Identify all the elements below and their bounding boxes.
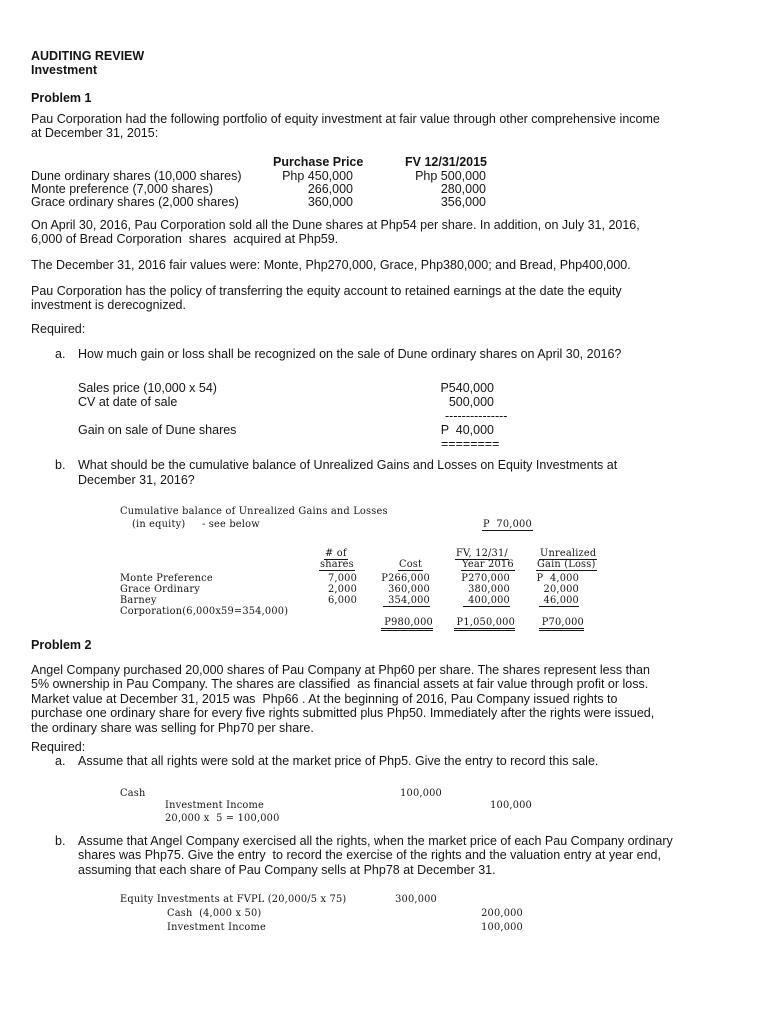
double-underlined-amount: P980,000 [381,617,433,631]
question-b-text: Assume that Angel Company exercised all the rights, when the market price of each Pau Company ordinary [78,834,673,848]
journal-credit-account: Investment Income [167,922,266,933]
portfolio-row-label: Grace ordinary shares (2,000 shares) [31,195,239,209]
col-header-shares [319,559,355,570]
portfolio-row-label: Dune ordinary shares (10,000 shares) [31,169,242,183]
question-b-text: shares was Php75. Give the entry to record the exercise of the rights and the valuation entry at year end, [78,848,661,862]
portfolio-row-fv: 356,000 [440,195,486,209]
paragraph-line: investment is derecognized. [31,298,186,312]
double-underlined-amount: P70,000 [539,617,584,631]
totals-spacer [120,617,317,628]
ledger-row [78,381,494,396]
journal-debit-amount: 100,000 [400,788,442,799]
totals-gain [515,617,584,628]
row-fv [430,595,510,606]
col-header-shares [324,548,348,559]
ledger-row-amount: P540,000 [440,381,494,395]
portfolio-row-fv: 280,000 [440,182,486,196]
row-gain: P 4,000 [536,573,579,584]
investments-table-row [120,584,579,595]
paragraph-line: Pau Corporation has the policy of transferring the equity account to retained earnings at the date the equity [31,284,622,298]
solution-b-caption: (in equity) - see below [132,519,260,530]
col-header-fv [461,559,515,570]
ledger-equals-rule: ======== [441,437,500,451]
row-fv: P270,000 [461,573,510,584]
problem2-intro-line: 5% ownership in Pau Company. The shares are classified as financial assets at fair value through profit or loss. [31,677,649,691]
journal-debit-account: Equity Investments at FVPL (20,000/5 x 75) [120,894,347,905]
paragraph-line: 6,000 of Bread Corporation shares acquired at Php59. [31,232,339,246]
row-cost: P266,000 [381,573,430,584]
col-header-gain [536,559,597,570]
ledger-row-label: CV at date of sale [78,395,178,409]
ledger-row-amount: 500,000 [448,395,494,409]
solution-b-caption: Cumulative balance of Unrealized Gains and Losses [120,506,388,517]
row-cost: 360,000 [388,584,430,595]
row-shares: 7,000 [327,573,357,584]
col-header-text: shares [320,559,354,570]
portfolio-row-purchase: Php 450,000 [282,169,353,183]
portfolio-col-fv-header: FV 12/31/2015 [405,155,488,169]
problem2-title: Problem 2 [31,638,92,652]
col-header-text: # of [325,548,347,559]
row-label: Barney [120,595,157,606]
underlined-amount: 400,000 [463,595,510,607]
row-label: Grace Ordinary [120,584,201,595]
portfolio-row [31,195,486,210]
portfolio-row-purchase: 266,000 [307,182,353,196]
investments-table-row-label: Corporation(6,000x59=354,000) [120,606,289,617]
row-shares: 6,000 [327,595,357,606]
doc-title: AUDITING REVIEW [31,49,145,63]
investments-table-row [120,595,579,606]
col-header-text: FV, 12/31/ [456,548,508,559]
problem1-title: Problem 1 [31,91,92,105]
question-a-marker: a. [55,754,66,768]
journal-credit-amount: 200,000 [481,908,523,919]
problem2-intro-line: Market value at December 31, 2015 was Php66 . At the beginning of 2016, Pau Company issued rights to [31,692,618,706]
required-label: Required: [31,322,86,336]
ledger-row-label: Gain on sale of Dune shares [78,423,237,437]
paragraph-line: On April 30, 2016, Pau Corporation sold all the Dune shares at Php54 per share. In addition, on July 31, 2016, [31,218,640,232]
question-b-text: December 31, 2016? [78,473,195,487]
paragraph-line: The December 31, 2016 fair values were: Monte, Php270,000, Grace, Php380,000; and Bread, Php400,000. [31,258,631,272]
question-b-text: assuming that each share of Pau Company sells at Php78 at December 31. [78,863,496,877]
question-a-marker: a. [55,347,66,361]
journal-credit-account: Cash (4,000 x 50) [167,908,262,919]
problem2-intro-line: purchase one ordinary share for every five rights submitted plus Php50. Immediately after the rights were issued, [31,706,655,720]
doc-subtitle: Investment [31,63,97,77]
problem1-intro-line: Pau Corporation had the following portfolio of equity investment at fair value through other comprehensive income [31,112,660,126]
journal-credit-account: Investment Income [165,800,264,811]
required-label: Required: [31,740,86,754]
solution-b-caption-amount [482,519,533,530]
portfolio-col-purchase-header: Purchase Price [273,155,364,169]
row-fv: 380,000 [468,584,510,595]
row-label: Monte Preference [120,573,213,584]
question-b-marker: b. [55,458,66,472]
journal-credit-amount: 100,000 [490,800,532,811]
portfolio-row-label: Monte preference (7,000 shares) [31,182,214,196]
col-header-text: Year 2016 [462,559,514,570]
row-gain: 20,000 [543,584,579,595]
row-cost [357,595,430,606]
problem2-intro-line: Angel Company purchased 20,000 shares of Pau Company at Php60 per share. The shares represent less than [31,663,650,677]
ledger-row [78,423,494,438]
ledger-row [78,395,494,410]
investments-table-totals [120,617,584,628]
question-a-text: How much gain or loss shall be recognized on the sale of Dune ordinary shares on April 30, 2016? [78,347,622,361]
underlined-amount: P 70,000 [483,519,532,530]
col-header-text: Unrealized [540,548,597,559]
portfolio-row-purchase: 360,000 [307,195,353,209]
underlined-amount: 46,000 [539,595,579,607]
ledger-row-label: Sales price (10,000 x 54) [78,381,217,395]
totals-spacer [317,617,357,628]
ledger-dash-rule: --------------- [445,409,508,423]
double-underlined-amount: P1,050,000 [454,617,515,631]
totals-cost [357,617,433,628]
question-b-marker: b. [55,834,66,848]
underlined-amount: 354,000 [383,595,430,607]
row-gain [510,595,579,606]
col-header-cost [398,559,423,570]
question-b-text: What should be the cumulative balance of Unrealized Gains and Losses on Equity Investments at [78,458,618,472]
row-shares: 2,000 [327,584,357,595]
journal-credit-amount: 100,000 [481,922,523,933]
problem2-intro-line: the ordinary share was selling for Php70 per share. [31,721,314,735]
totals-fv [433,617,515,628]
problem1-intro-line: at December 31, 2015: [31,126,159,140]
journal-debit-amount: 300,000 [395,894,437,905]
question-a-text: Assume that all rights were sold at the market price of Php5. Give the entry to record this sale. [78,754,599,768]
col-header-text: Gain (Loss) [537,559,596,570]
journal-computation-note: 20,000 x 5 = 100,000 [165,813,280,824]
ledger-row-amount: P 40,000 [440,423,494,437]
col-header-fv [455,548,509,559]
portfolio-row-fv: Php 500,000 [415,169,486,183]
investments-table-row [120,573,579,584]
journal-debit-account: Cash [120,788,146,799]
col-header-gain [539,548,597,559]
col-header-text: Cost [399,559,423,570]
